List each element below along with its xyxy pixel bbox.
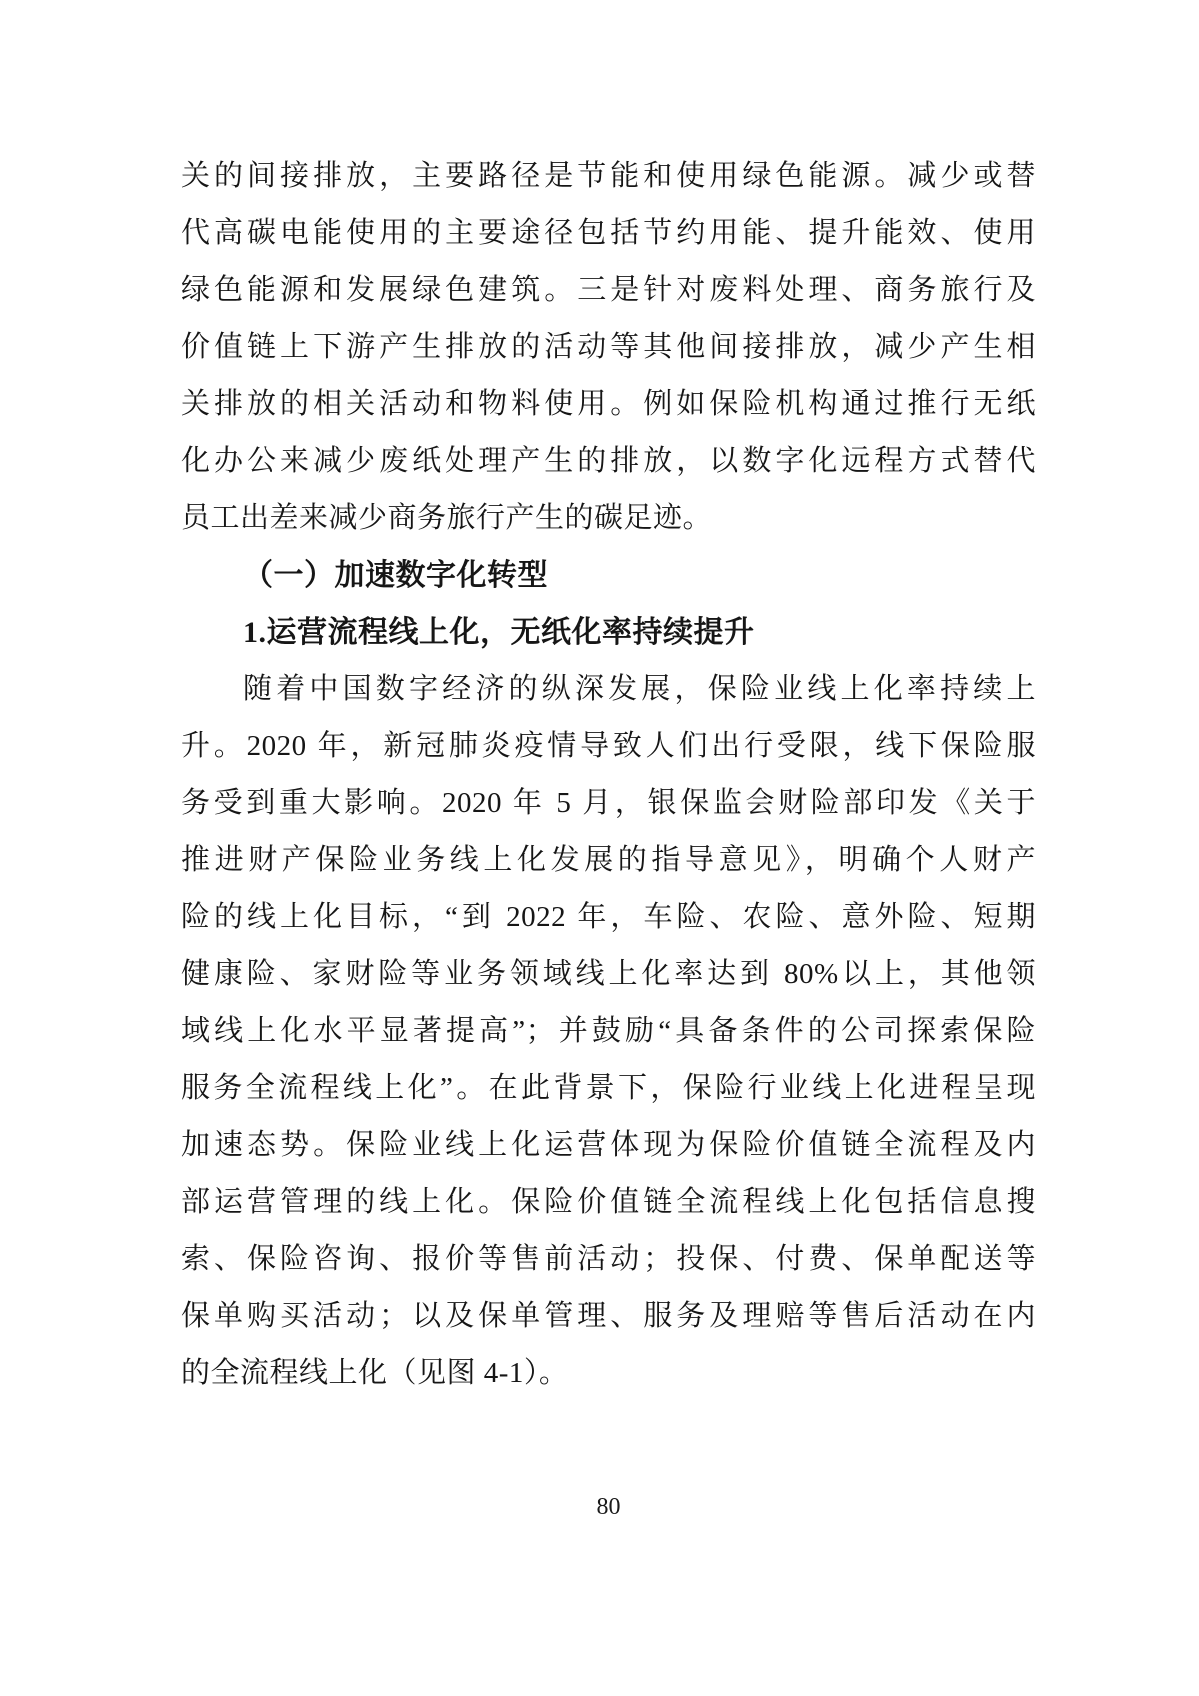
text-line: 服务全流程线上化”。在此背景下，保险行业线上化进程呈现 [181,1072,1036,1104]
text-line: 务受到重大影响。2020 年 5 月，银保监会财险部印发《关于 [181,787,1036,819]
text-line: 价值链上下游产生排放的活动等其他间接排放，减少产生相 [181,331,1036,363]
text-line: 绿色能源和发展绿色建筑。三是针对废料处理、商务旅行及 [181,274,1036,306]
text-line: 保单购买活动；以及保单管理、服务及理赔等售后活动在内 [181,1300,1036,1332]
text-line: 关排放的相关活动和物料使用。例如保险机构通过推行无纸 [181,388,1036,420]
text-line: 索、保险咨询、报价等售前活动；投保、付费、保单配送等 [181,1243,1036,1275]
text-line: 代高碳电能使用的主要途径包括节约用能、提升能效、使用 [181,217,1036,249]
text-line: 升。2020 年，新冠肺炎疫情导致人们出行受限，线下保险服 [181,730,1036,762]
page-content [181,148,1036,1402]
text-line: 随着中国数字经济的纵深发展，保险业线上化率持续上 [243,673,1036,705]
text-line: 化办公来减少废纸处理产生的排放，以数字化远程方式替代 [181,445,1036,477]
section-heading: （一）加速数字化转型 [243,559,548,592]
text-line: 推进财产保险业务线上化发展的指导意见》，明确个人财产 [181,844,1036,876]
text-line: 加速态势。保险业线上化运营体现为保险价值链全流程及内 [181,1129,1036,1161]
text-line: 部运营管理的线上化。保险价值链全流程线上化包括信息搜 [181,1186,1036,1218]
text-line: 关的间接排放，主要路径是节能和使用绿色能源。减少或替 [181,160,1036,192]
subsection-heading: 1.运营流程线上化，无纸化率持续提升 [243,616,755,649]
text-line: 域线上化水平显著提高”；并鼓励“具备条件的公司探索保险 [181,1015,1036,1047]
text-line: 员工出差来减少商务旅行产生的碳足迹。 [181,502,713,534]
text-line: 险的线上化目标，“到 2022 年，车险、农险、意外险、短期 [181,901,1036,933]
text-line: 健康险、家财险等业务领域线上化率达到 80%以上，其他领 [181,958,1036,990]
text-line: 的全流程线上化（见图 4-1）。 [181,1357,569,1389]
page-number: 80 [596,1494,621,1520]
